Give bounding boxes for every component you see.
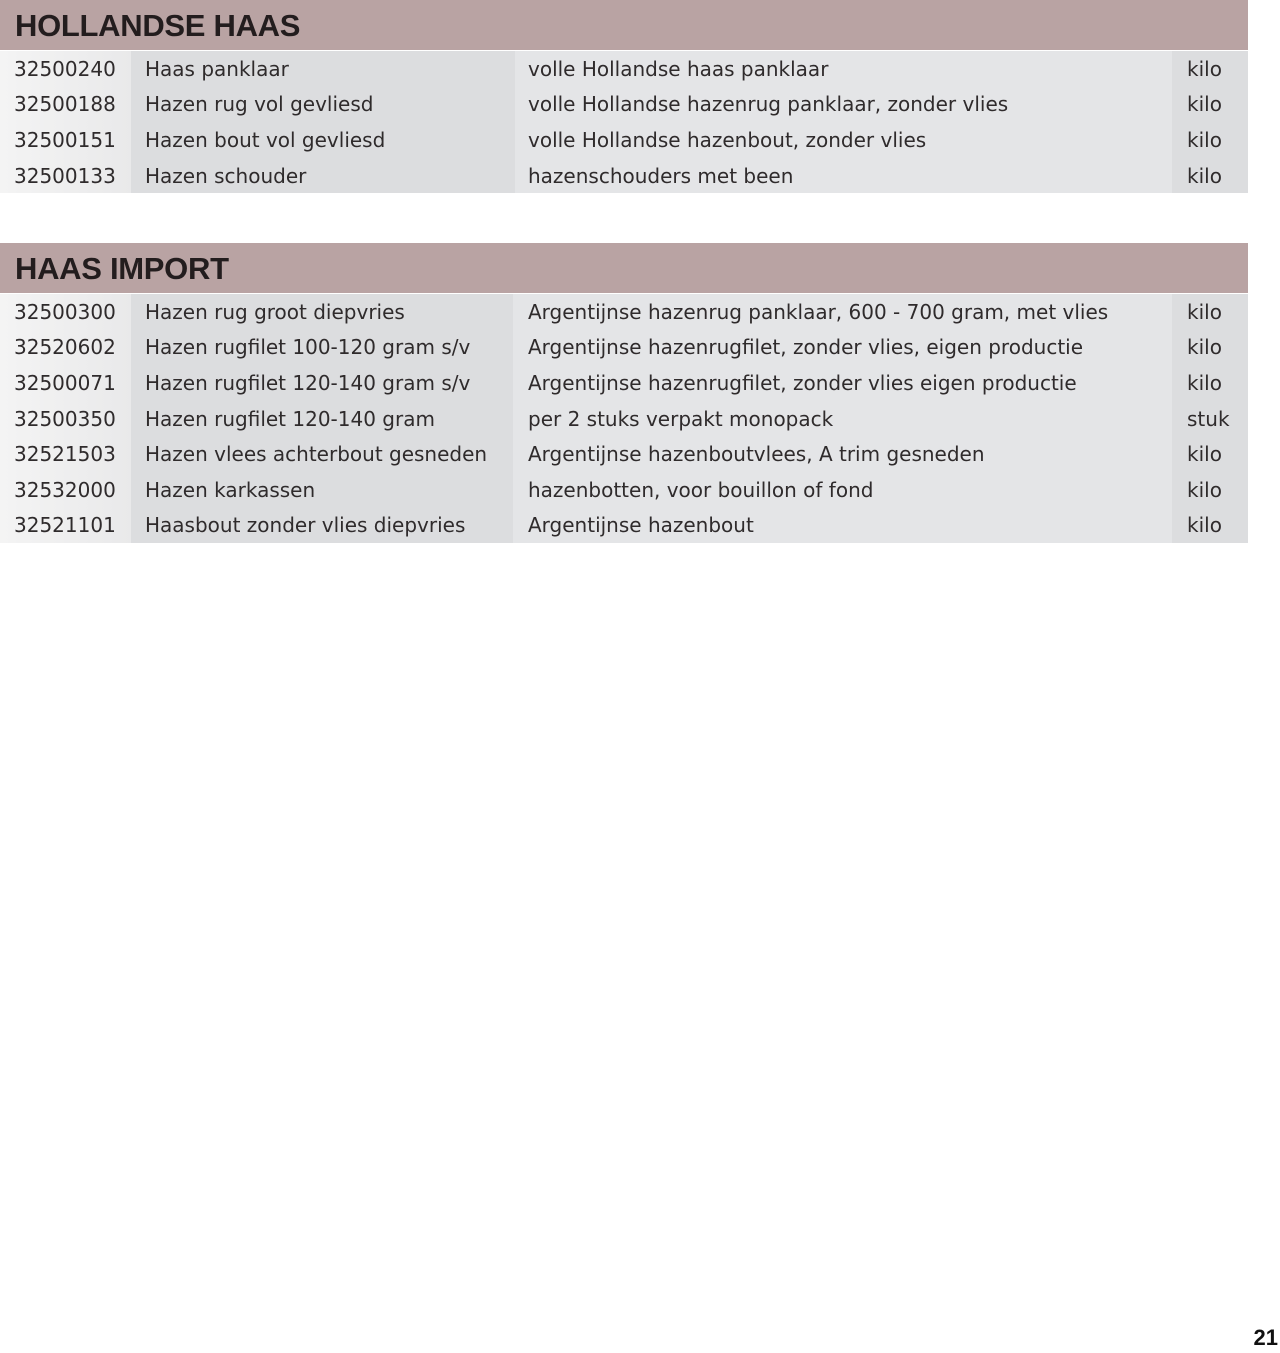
section-header: [0, 243, 1248, 293]
table-row: [0, 436, 1248, 472]
product-table: [0, 50, 1248, 193]
product-description: per 2 stuks verpakt monopack: [513, 401, 1172, 437]
product-unit: kilo: [1172, 365, 1248, 401]
product-description: Argentijnse hazenrug panklaar, 600 - 700 gram, met vlies: [513, 294, 1172, 330]
product-unit: kilo: [1172, 87, 1248, 123]
product-code: 32500300: [0, 294, 131, 330]
table-row: [0, 51, 1248, 87]
product-code: 32500151: [0, 122, 131, 158]
product-name: Hazen rug groot diepvries: [131, 294, 513, 330]
section-header: [0, 0, 1248, 50]
product-name: Haas panklaar: [131, 51, 515, 87]
product-unit: kilo: [1172, 122, 1248, 158]
table-row: [0, 294, 1248, 330]
product-unit: kilo: [1172, 330, 1248, 366]
product-code: 32532000: [0, 472, 131, 508]
product-code: 32500133: [0, 158, 131, 194]
page-number: 21: [1253, 1325, 1278, 1350]
table-row: [0, 87, 1248, 123]
product-description: Argentijnse hazenrugfilet, zonder vlies eigen productie: [513, 365, 1172, 401]
section-haas-import: [0, 243, 1248, 543]
product-code: 32500188: [0, 87, 131, 123]
product-code: 32521101: [0, 508, 131, 544]
product-code: 32500071: [0, 365, 131, 401]
product-name: Hazen rug vol gevliesd: [131, 87, 515, 123]
product-unit: kilo: [1172, 294, 1248, 330]
table-row: [0, 472, 1248, 508]
product-name: Hazen bout vol gevliesd: [131, 122, 515, 158]
table-row: [0, 122, 1248, 158]
product-description: volle Hollandse haas panklaar: [515, 51, 1172, 87]
product-unit: kilo: [1172, 436, 1248, 472]
product-unit: kilo: [1172, 472, 1248, 508]
product-unit: kilo: [1172, 158, 1248, 194]
product-description: Argentijnse hazenbout: [513, 508, 1172, 544]
product-description: Argentijnse hazenrugfilet, zonder vlies, eigen productie: [513, 330, 1172, 366]
product-name: Haasbout zonder vlies diepvries: [131, 508, 513, 544]
table-row: [0, 158, 1248, 194]
product-unit: stuk: [1172, 401, 1248, 437]
product-description: hazenschouders met been: [515, 158, 1172, 194]
product-description: hazenbotten, voor bouillon of fond: [513, 472, 1172, 508]
product-description: volle Hollandse hazenbout, zonder vlies: [515, 122, 1172, 158]
table-row: [0, 401, 1248, 437]
product-code: 32500350: [0, 401, 131, 437]
product-name: Hazen rugfilet 120-140 gram s/v: [131, 365, 513, 401]
product-name: Hazen schouder: [131, 158, 515, 194]
product-code: 32520602: [0, 330, 131, 366]
product-description: Argentijnse hazenboutvlees, A trim gesneden: [513, 436, 1172, 472]
product-name: Hazen vlees achterbout gesneden: [131, 436, 513, 472]
product-description: volle Hollandse hazenrug panklaar, zonder vlies: [515, 87, 1172, 123]
product-name: Hazen rugfilet 100-120 gram s/v: [131, 330, 513, 366]
product-table: [0, 293, 1248, 543]
product-name: Hazen karkassen: [131, 472, 513, 508]
product-code: 32500240: [0, 51, 131, 87]
section-hollandse-haas: [0, 0, 1248, 193]
product-name: Hazen rugfilet 120-140 gram: [131, 401, 513, 437]
section-title: HAAS IMPORT: [15, 251, 229, 286]
section-title: HOLLANDSE HAAS: [15, 8, 301, 43]
product-unit: kilo: [1172, 508, 1248, 544]
product-code: 32521503: [0, 436, 131, 472]
table-row: [0, 330, 1248, 366]
table-row: [0, 508, 1248, 544]
table-row: [0, 365, 1248, 401]
product-unit: kilo: [1172, 51, 1248, 87]
